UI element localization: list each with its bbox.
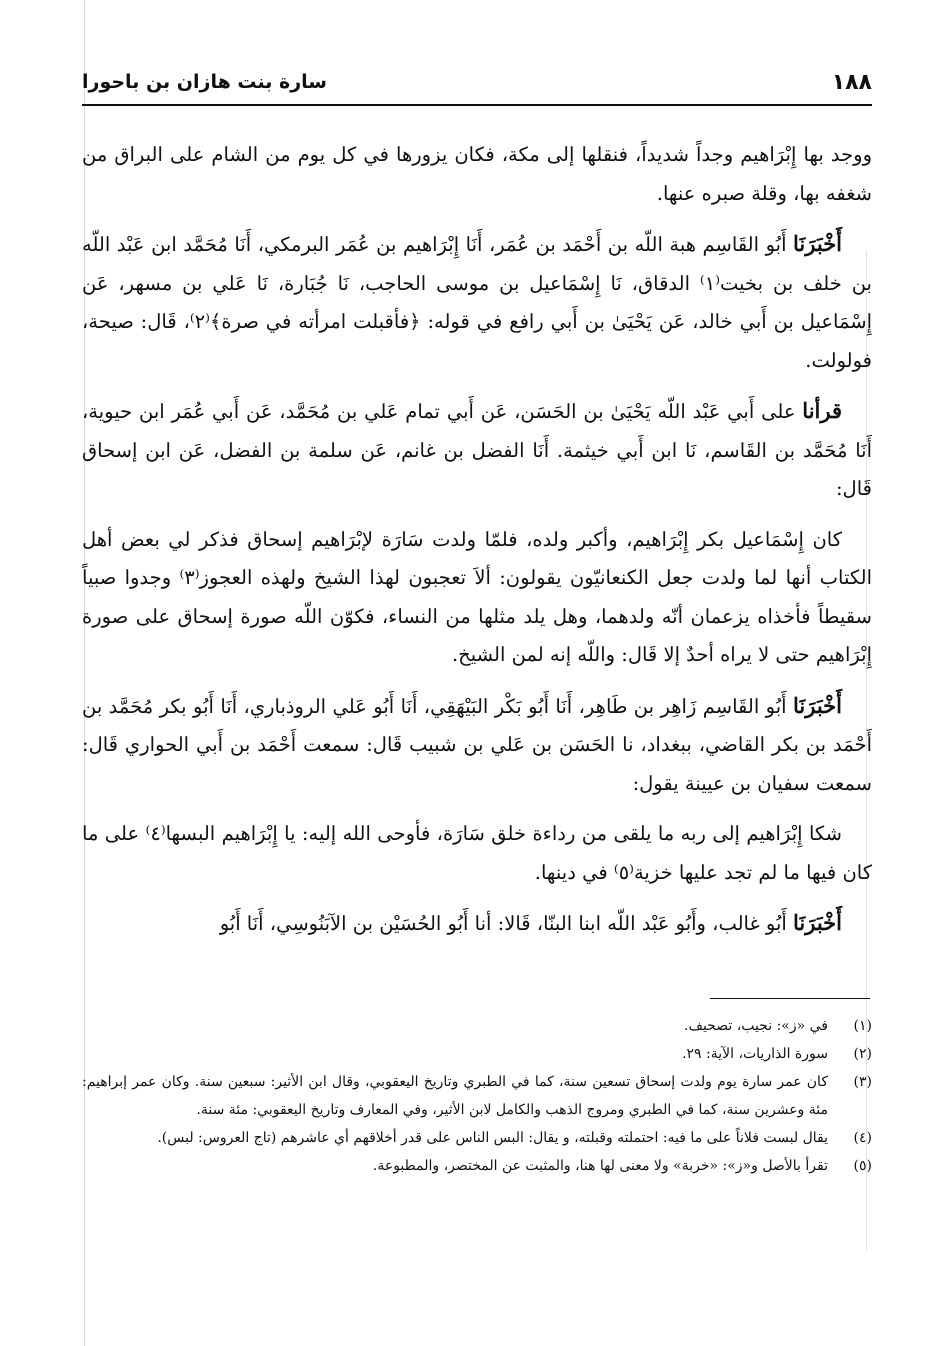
footnote-text: سورة الذاريات، الآية: ٢٩. (682, 1046, 828, 1062)
footnote-mark: (٢) (853, 1046, 872, 1062)
paragraph-text: أَبُو القَاسِم هبة اللّه بن أَحْمَد بن عُمَر، أَنَا إِبْرَاهيم بن عُمَر البرمكي، أَنَا مُحَمَّد ابن عَبْد اللّه بن خلف بن بخيت⁽١⁾ الدقاق، نَا إِسْمَاعيل بن موسى الحاجب، نَا جُبَارة، نَا عَلي بن مسهر، عَن إِسْمَاعيل بن أَبي خالد، عَن يَحْيَىٰ بن أَبي رافع في قوله: ﴿فأقبلت امرأته في صرة﴾⁽٢⁾، قَال: صيحة، فولولت. (82, 233, 872, 372)
paragraph-text: أَبُو غالب، وأَبُو عَبْد اللّه ابنا البنّا، قَالا: أنا أَبُو الحُسَيْن بن الآبَنُوسِي، أَنَا أَبُو (219, 912, 794, 935)
footnote-1 (82, 1012, 872, 1040)
running-title: سارة بنت هازان بن باحورا (82, 71, 327, 93)
footnote-5 (82, 1152, 872, 1180)
paragraph-7 (82, 904, 872, 944)
footnote-4 (82, 1124, 872, 1152)
paragraph-2 (82, 225, 872, 380)
footnote-text: في «ز»: نجيب، تصحيف. (684, 1018, 828, 1034)
footnote-text: تقرأ بالأصل و«ز»: «خربة» ولا معنى لها هنا، والمثبت عن المختصر، والمطبوعة. (372, 1158, 828, 1174)
paragraph-text: على أَبي عَبْد اللّه يَحْيَىٰ بن الحَسَن، عَن أَبي تمام عَلي بن مُحَمَّد، عَن أَبي عُمَر ابن حيوية، أَنَا مُحَمَّد بن القَاسم، نَا ابن أَبي خيثمة. أَنَا الفضل بن غانم، عَن سلمة بن الفضل، عَن ابن إسحاق قَال: (82, 400, 872, 500)
paragraph-text: أَبُو القَاسِم زَاهِر بن طَاهِر، أَنَا أَبُو بَكْر البَيْهَقِي، أَنَا أَبُو عَلي الروذباري، أَنَا أَبُو بكر مُحَمَّد بن أَحْمَد بن بكر القاضي، ببغداد، نا الحَسَن بن عَلي بن شبيب قَال: سمعت أَحْمَد بن أَبي الحواري قَال: سمعت سفيان بن عيينة يقول: (82, 694, 872, 795)
header-rule (82, 104, 872, 106)
footnote-mark: (٤) (853, 1130, 872, 1146)
paragraph-text: كان إِسْمَاعيل بكر إِبْرَاهيم، وأكبر ولده، فلمّا ولدت سَارَة لإبْرَاهيم إسحاق فذكر لي بعض أهل الكتاب أنها لما ولدت جعل الكنعانيّون يقولون: ألاَ تعجبون لهذا الشيخ ولهذه العجوز⁽٣⁾ وجدوا صبياً سقيطاً فأخذاه يزعمان أنّه ولدهما، وهل يلد مثلها من النساء، فكوّن اللّه صورة إسحاق على صورة إِبْرَاهيم حتى لا يراه أحدٌ إلا قَال: واللّه إنه لمن الشيخ. (82, 527, 872, 666)
page-number: ١٨٨ (831, 69, 872, 95)
footnote-text: يقال لبست فلاناً على ما فيه: احتملته وقبلته، و يقال: البس الناس على قدر أخلاقهم أي عاشرهم (تاج العروس: لبس). (157, 1130, 828, 1146)
footnote-2 (82, 1040, 872, 1068)
paragraph-lead: أَخْبَرَنَا (793, 231, 843, 256)
footnote-mark: (١) (853, 1018, 872, 1034)
paragraph-1 (82, 136, 872, 213)
footnote-3 (82, 1068, 872, 1124)
paragraph-lead: أَخْبَرَنَا (793, 910, 842, 935)
main-text (82, 136, 872, 956)
footnote-mark: (٥) (853, 1158, 872, 1174)
footnotes (82, 1012, 872, 1180)
footnote-rule (710, 998, 870, 999)
paragraph-lead: قرأنا (802, 398, 842, 423)
paragraph-4 (82, 521, 872, 675)
footnote-text: كان عمر سارة يوم ولدت إسحاق تسعين سنة، كما في الطبري وتاريخ اليعقوبي، وقال ابن الأثير: سبعين سنة. وكان عمر إبراهيم: مئة وعشرين سنة، كما في الطبري ومروج الذهب والكامل لابن الأثير، وفي المعارف وتاريخ اليعقوبي: مئة سنة. (82, 1074, 828, 1118)
paragraph-5 (82, 687, 872, 804)
paragraph-text: شكا إِبْرَاهيم إلى ربه ما يلقى من رداءة خلق سَارَة، فأوحى الله إليه: يا إِبْرَاهيم البسها⁽٤⁾ على ما كان فيها ما لم تجد عليها خزية⁽٥⁾ في دينها. (82, 822, 872, 884)
paragraph-text: ووجد بها إِبْرَاهيم وجداً شديداً، فنقلها إلى مكة، فكان يزورها في كل يوم من الشام على البراق من شغفه بها، وقلة صبره عنها. (82, 143, 872, 205)
footnote-mark: (٣) (853, 1074, 872, 1090)
paragraph-6 (82, 815, 872, 892)
page-header (82, 62, 872, 102)
paragraph-lead: أَخْبَرَنَا (793, 692, 842, 718)
paragraph-3 (82, 392, 872, 509)
